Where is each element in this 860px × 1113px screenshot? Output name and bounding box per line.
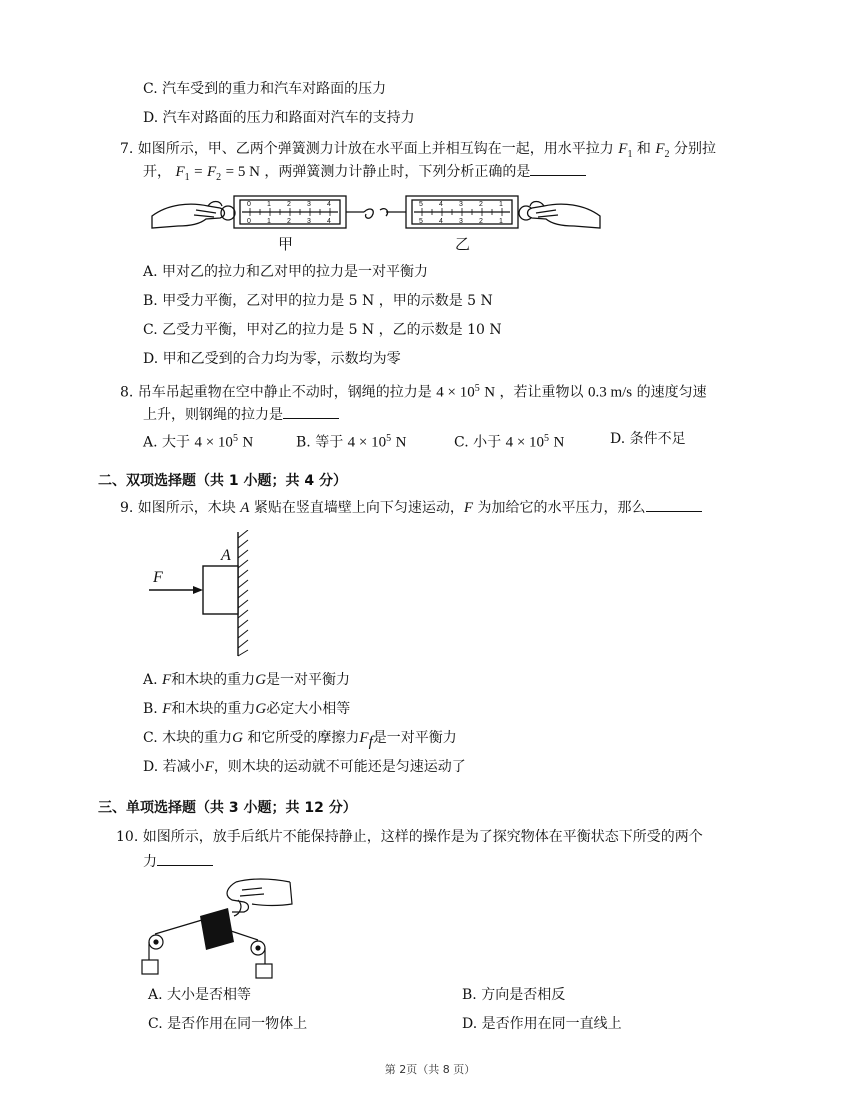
q7-option-c: C. 乙受力平衡，甲对乙的拉力是 5 N ，乙的示数是 10 N <box>143 322 502 338</box>
q10-option-b: B. 方向是否相反 <box>462 987 566 1003</box>
svg-text:3: 3 <box>307 201 311 208</box>
answer-blank[interactable] <box>530 163 586 176</box>
q10-card-pulley-figure <box>140 876 295 980</box>
q9-option-a: A. F和木块的重力G是一对平衡力 <box>143 672 351 688</box>
svg-text:4: 4 <box>439 218 443 225</box>
svg-text:3: 3 <box>459 201 463 208</box>
svg-text:4: 4 <box>327 201 331 208</box>
q8-option-d: D. 条件不足 <box>610 431 686 447</box>
q9-stem: 9. 如图所示，木块 A 紧贴在竖直墙壁上向下匀速运动，F 为加给它的水平压力，那么 <box>120 499 702 517</box>
svg-text:2: 2 <box>479 218 483 225</box>
q10-option-c: C. 是否作用在同一物体上 <box>148 1016 308 1032</box>
label-jia: 甲 <box>278 235 294 252</box>
force-label: F <box>153 569 163 586</box>
q7-option-d: D. 甲和乙受到的合力均为零，示数均为零 <box>143 351 401 367</box>
svg-text:2: 2 <box>287 201 291 208</box>
svg-text:1: 1 <box>499 218 503 225</box>
svg-text:4: 4 <box>327 218 331 225</box>
answer-blank[interactable] <box>283 406 339 419</box>
q7-stem-line2: 开， $F_1 = F_2 = 5$ N ，两弹簧测力计静止时，下列分析正确的是 <box>143 163 586 187</box>
label-yi: 乙 <box>455 235 471 252</box>
svg-text:1: 1 <box>267 201 271 208</box>
q10-option-d: D. 是否作用在同一直线上 <box>462 1016 622 1032</box>
svg-text:1: 1 <box>499 201 503 208</box>
q9-block-wall-figure <box>145 530 255 658</box>
q8-stem-line1: 8. 吊车吊起重物在空中静止不动时，钢绳的拉力是 $4 \times 10^5$ N ，若让重物以 0.3 m/s 的速度匀速 <box>120 383 707 401</box>
block-label: A <box>221 547 231 564</box>
q7-option-b: B. 甲受力平衡，乙对甲的拉力是 5 N ，甲的示数是 5 N <box>143 293 493 309</box>
q9-option-c: C. 木块的重力G 和它所受的摩擦力$F_f$是一对平衡力 <box>143 730 457 750</box>
svg-text:3: 3 <box>459 218 463 225</box>
svg-text:1: 1 <box>267 218 271 225</box>
q7-option-a: A. 甲对乙的拉力和乙对甲的拉力是一对平衡力 <box>143 264 429 280</box>
q10-stem-line2: 力 <box>143 853 213 871</box>
svg-text:2: 2 <box>287 218 291 225</box>
q6-option-d: D. 汽车对路面的压力和路面对汽车的支持力 <box>143 110 415 126</box>
q8-option-b: B. 等于 $4 \times 10^5$ N <box>296 433 407 451</box>
q10-stem-line1: 10. 如图所示，放手后纸片不能保持静止，这样的操作是为了探究物体在平衡状态下所受的两个 <box>116 829 703 845</box>
svg-text:3: 3 <box>307 218 311 225</box>
q9-option-d: D. 若减小F，则木块的运动就不可能还是匀速运动了 <box>143 759 466 775</box>
svg-text:5: 5 <box>419 201 423 208</box>
page-footer: 第 2页（共 8 页） <box>384 1063 476 1076</box>
q6-option-c: C. 汽车受到的重力和汽车对路面的压力 <box>143 81 387 97</box>
q8-option-a: A. 大于 $4 \times 10^5$ N <box>143 433 254 451</box>
svg-text:2: 2 <box>479 201 483 208</box>
svg-text:5: 5 <box>419 218 423 225</box>
svg-text:4: 4 <box>439 201 443 208</box>
svg-text:0: 0 <box>247 201 251 208</box>
answer-blank[interactable] <box>157 853 213 866</box>
q8-stem-line2: 上升，则钢绳的拉力是 <box>143 406 339 424</box>
q9-option-b: B. F和木块的重力G必定大小相等 <box>143 701 351 717</box>
q8-option-c: C. 小于 $4 \times 10^5$ N <box>454 433 565 451</box>
q7-stem-line1: 7. 如图所示，甲、乙两个弹簧测力计放在水平面上并相互钩在一起，用水平拉力 $F_1$ 和 $F_2$ 分别拉 <box>120 141 716 160</box>
q7-spring-scale-figure <box>150 186 602 252</box>
answer-blank[interactable] <box>646 499 702 512</box>
section-3-title: 三、单项选择题（共 3 小题；共 12 分） <box>98 800 357 816</box>
section-2-title: 二、双项选择题（共 1 小题；共 4 分） <box>98 473 347 489</box>
q10-option-a: A. 大小是否相等 <box>148 987 252 1003</box>
svg-text:0: 0 <box>247 218 251 225</box>
